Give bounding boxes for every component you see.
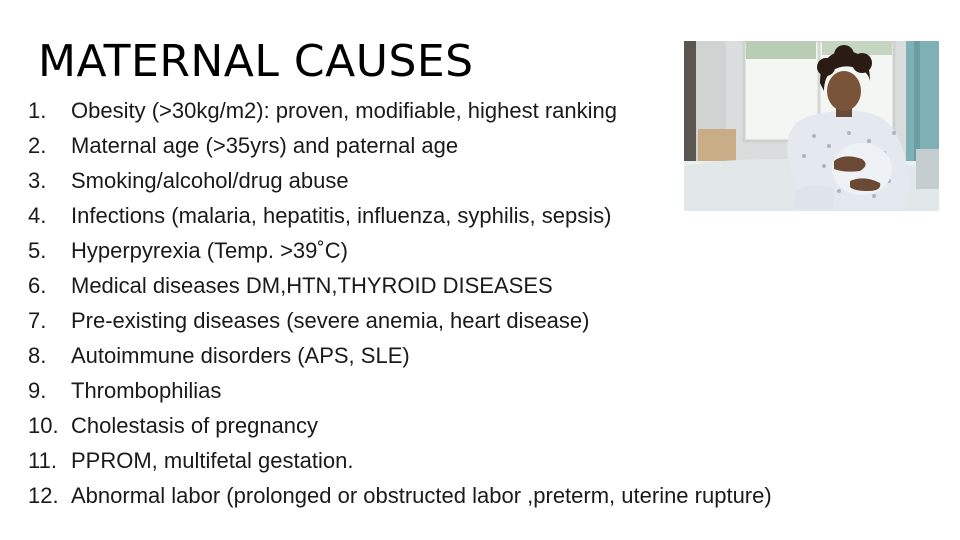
- list-text: PPROM, multifetal gestation.: [71, 448, 354, 473]
- list-text: Pre-existing diseases (severe anemia, heart disease): [71, 308, 590, 333]
- list-item: [28, 478, 772, 513]
- list-item: [28, 163, 772, 198]
- list-text: Hyperpyrexia (Temp. >39˚C): [71, 238, 348, 263]
- list-item: [28, 408, 772, 443]
- list-text: Cholestasis of pregnancy: [71, 413, 319, 438]
- list-text: Thrombophilias: [71, 378, 222, 403]
- list-item: [28, 128, 772, 163]
- list-number: 3.: [28, 168, 47, 193]
- pregnant-woman-photo: [684, 41, 939, 211]
- list-item: [28, 303, 772, 338]
- list-number: 2.: [28, 133, 47, 158]
- list-number: 10.: [28, 413, 59, 438]
- causes-list: [28, 93, 772, 513]
- list-number: 8.: [28, 343, 47, 368]
- list-item: [28, 233, 772, 268]
- list-text: Maternal age (>35yrs) and paternal age: [71, 133, 459, 158]
- list-text: Smoking/alcohol/drug abuse: [71, 168, 349, 193]
- list-text: Obesity (>30kg/m2): proven, modifiable, highest ranking: [71, 98, 618, 123]
- list-item: [28, 443, 772, 478]
- list-text: Medical diseases DM,HTN,THYROID DISEASES: [71, 273, 553, 298]
- list-number: 4.: [28, 203, 47, 228]
- list-item: [28, 93, 772, 128]
- list-number: 6.: [28, 273, 47, 298]
- list-text: Autoimmune disorders (APS, SLE): [71, 343, 410, 368]
- list-number: 12.: [28, 483, 59, 508]
- list-item: [28, 198, 772, 233]
- slide-title: MATERNAL CAUSES: [38, 36, 474, 87]
- list-item: [28, 373, 772, 408]
- list-number: 5.: [28, 238, 47, 263]
- list-number: 1.: [28, 98, 47, 123]
- list-number: 7.: [28, 308, 47, 333]
- photo-illustration: [684, 41, 939, 211]
- list-item: [28, 268, 772, 303]
- list-number: 11.: [28, 448, 57, 473]
- list-item: [28, 338, 772, 373]
- list-number: 9.: [28, 378, 47, 403]
- list-text: Abnormal labor (prolonged or obstructed labor ,preterm, uterine rupture): [71, 483, 772, 508]
- list-text: Infections (malaria, hepatitis, influenza, syphilis, sepsis): [71, 203, 612, 228]
